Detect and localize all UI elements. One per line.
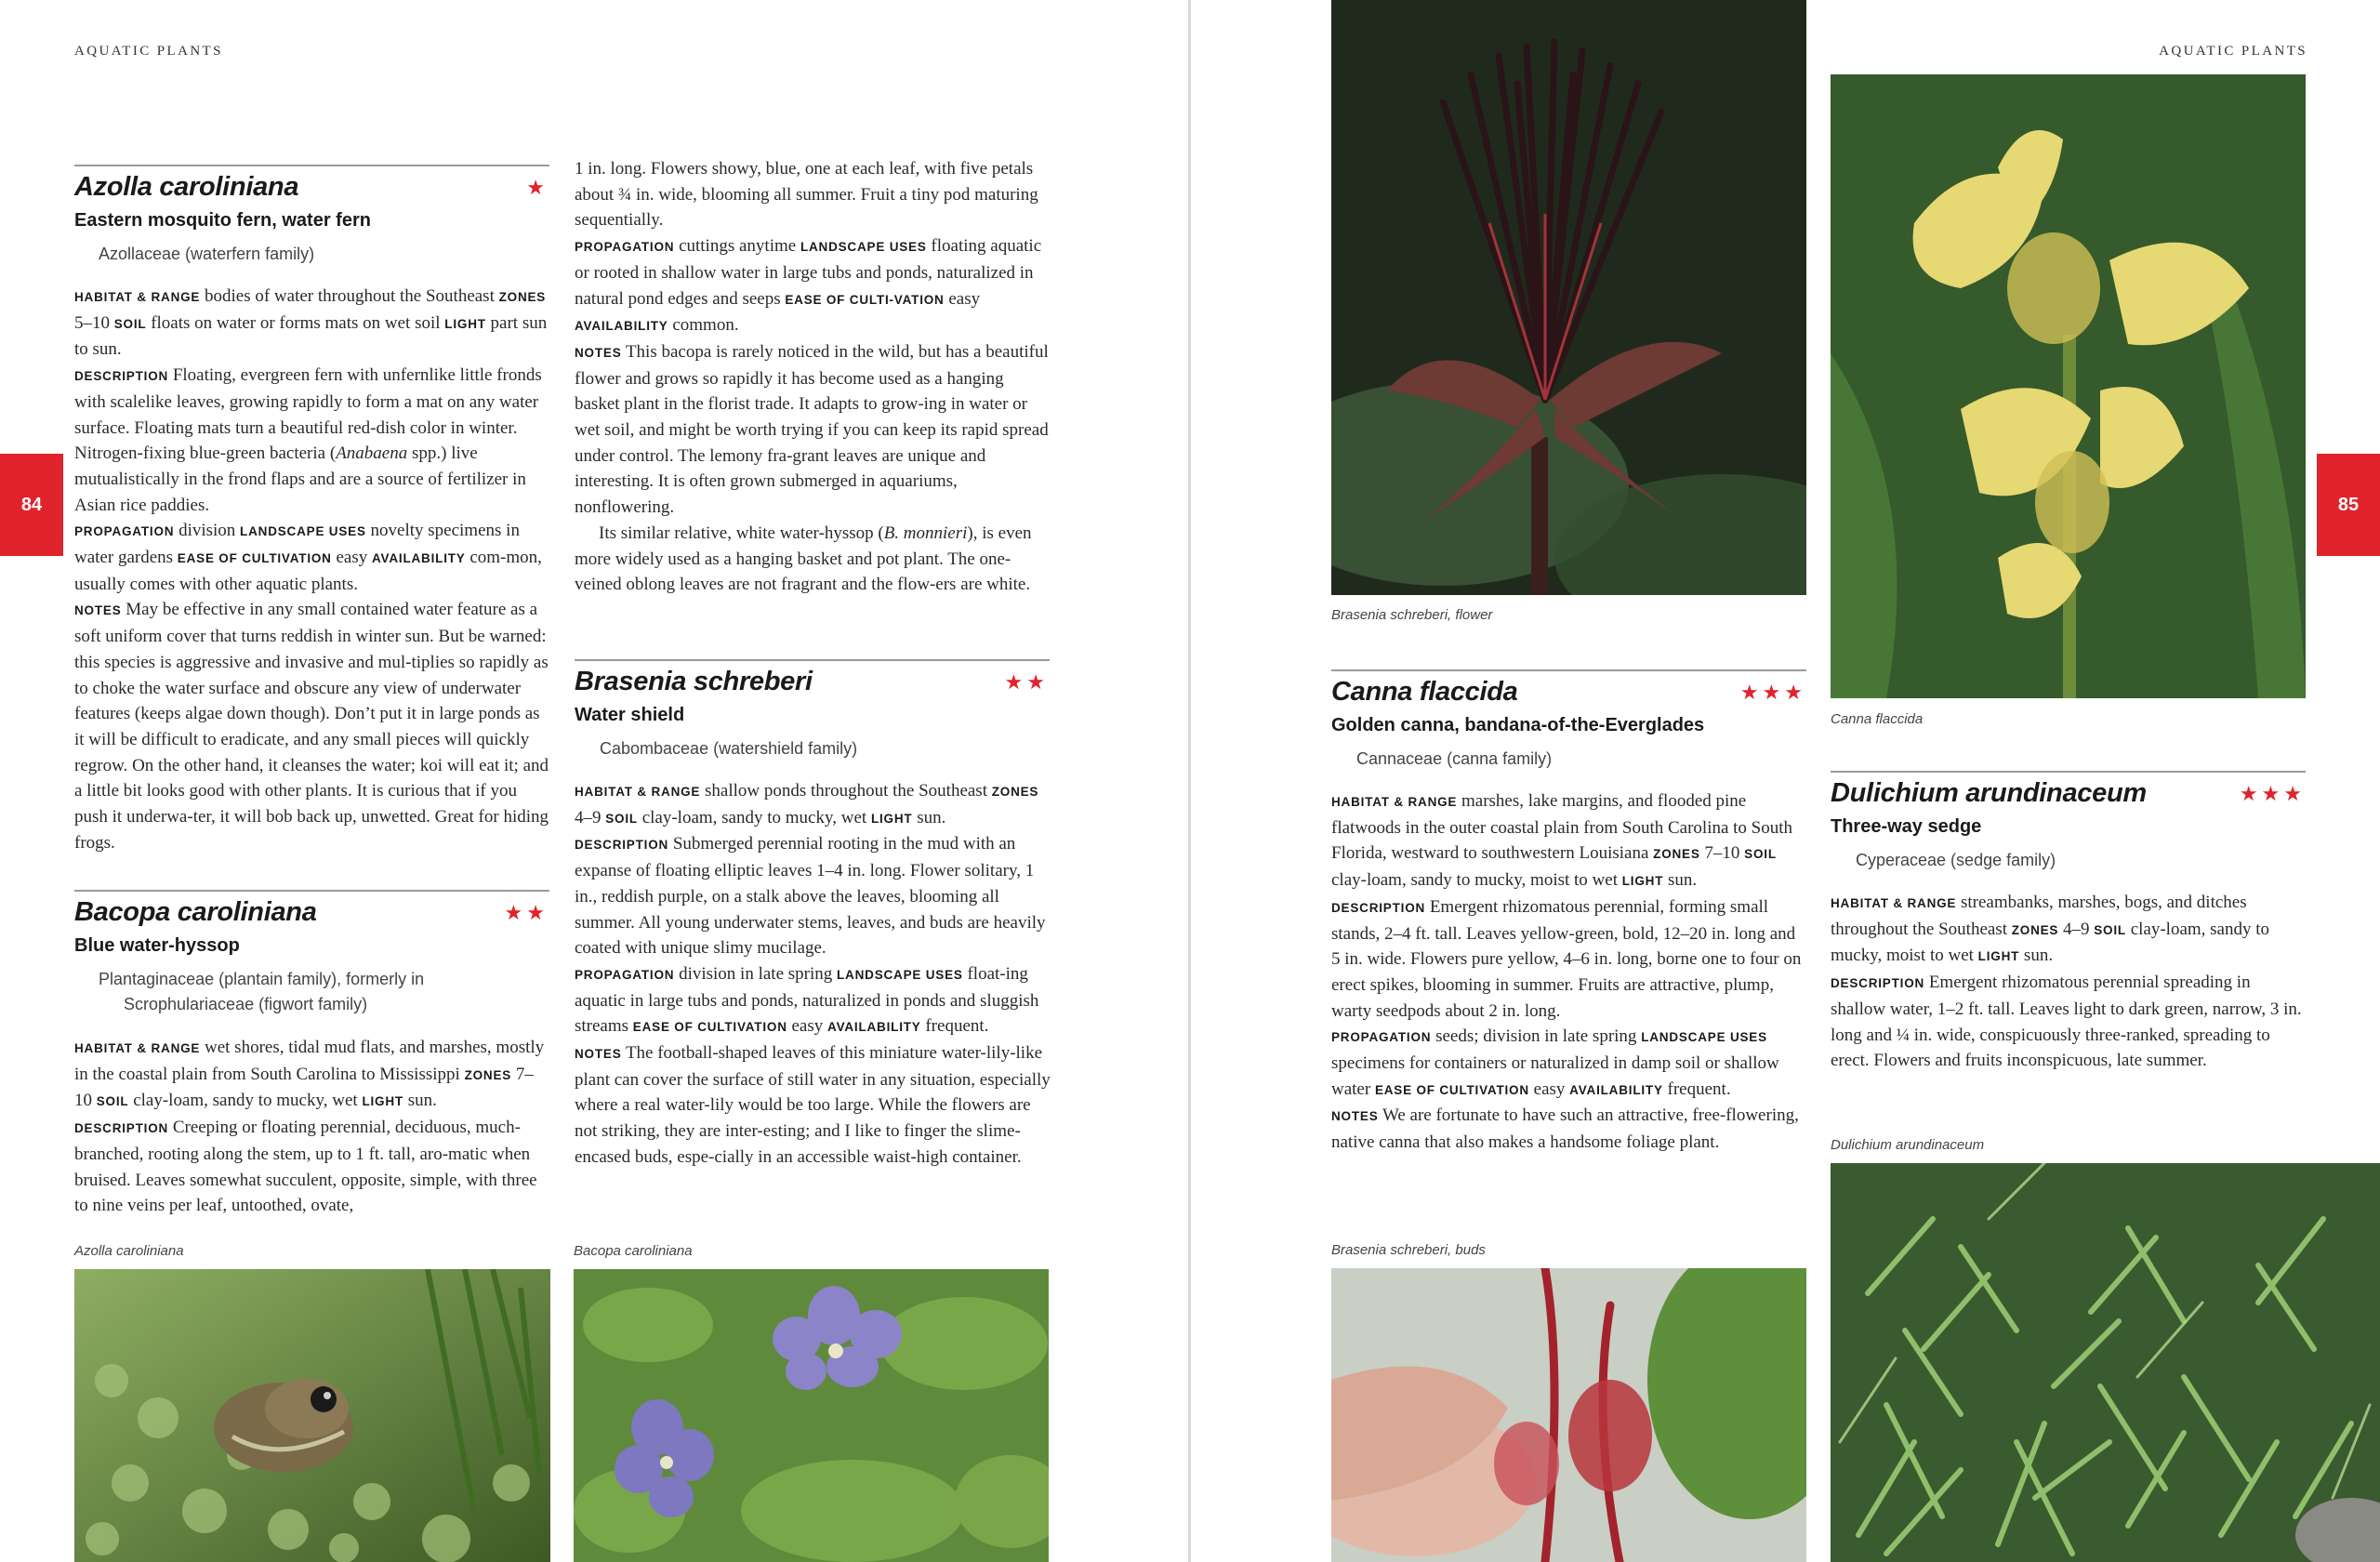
- label-propagation: PROPAGATION: [1331, 1030, 1432, 1045]
- common-name-canna: Golden canna, bandana-of-the-Everglades: [1331, 715, 1705, 735]
- common-name-dulichium: Three-way sedge: [1831, 816, 1982, 837]
- soil-text: clay-loam, sandy to mucky, moist to wet: [1831, 919, 2270, 966]
- entry-rule: [1831, 771, 2306, 773]
- landscape-text: novelty specimens in water gardens: [74, 521, 520, 568]
- family-brasenia: Cabombaceae (watershield family): [600, 739, 858, 758]
- description-text: Emergent rhizomatous perennial spreading in shallow water, 1–2 ft. tall. Leaves light to dark green, narrow, 3 in. long and ¼ in. wide, conspicuously three-ranked, spreading to erect. Flowers and fruits inconspicuous, late summer.: [1831, 973, 2302, 1071]
- ease-text: easy: [336, 548, 368, 568]
- light-text: sun.: [2023, 946, 2054, 966]
- entry-body-bacopa-cont: [575, 156, 1051, 598]
- light-text: sun.: [407, 1091, 437, 1111]
- ease-text: easy: [948, 288, 981, 309]
- caption-canna: Canna flaccida: [1831, 711, 1924, 727]
- common-name-azolla: Eastern mosquito fern, water fern: [74, 210, 371, 231]
- propagation-text: cuttings anytime: [679, 236, 797, 257]
- label-ease: EASE OF CULTIVATION: [632, 1020, 787, 1035]
- entry-title-azolla: Azolla caroliniana: [74, 172, 299, 202]
- description-text-cont: spp.) live mutualistically in the frond flaps and are a source of fertilizer in Asian rice paddies.: [74, 443, 526, 515]
- family-canna: Cannaceae (canna family): [1356, 749, 1553, 768]
- light-text: part sun to sun.: [74, 312, 548, 360]
- photo-dulichium: [1831, 1163, 2380, 1562]
- label-zones: ZONES: [464, 1067, 512, 1082]
- entry-rule: [575, 659, 1050, 661]
- entry-rule: [74, 890, 549, 892]
- label-notes: NOTES: [74, 603, 122, 618]
- label-availability: AVAILABILITY: [372, 551, 466, 566]
- soil-text: clay-loam, sandy to mucky, moist to wet: [1331, 870, 1618, 891]
- photo-azolla-frog: [74, 1269, 550, 1562]
- label-description: DESCRIPTION: [1831, 976, 1925, 991]
- label-description: DESCRIPTION: [74, 369, 169, 384]
- entry-title-bacopa: Bacopa caroliniana: [74, 897, 317, 927]
- rating-stars-brasenia: ★★: [1004, 671, 1049, 695]
- label-zones: ZONES: [2011, 922, 2059, 937]
- label-notes: NOTES: [575, 1047, 622, 1062]
- light-text: sun.: [1668, 870, 1698, 891]
- soil-text: clay-loam, sandy to mucky, wet: [133, 1091, 358, 1111]
- rating-stars-bacopa: ★★: [504, 902, 549, 925]
- habitat-text: streambanks, marshes, bogs, and ditches throughout the Southeast: [1831, 893, 2247, 939]
- running-head-left: AQUATIC PLANTS: [74, 44, 223, 59]
- description-text: Floating, evergreen fern with unfernlike little fronds with scalelike leaves, growing rapidly to form a mat on any water surface. Floating mats turn a beautiful red-dish color in winter. Nitrogen-fixing blue-green bacteria (: [74, 365, 542, 464]
- zones-text: 4–9: [2063, 919, 2090, 939]
- notes-text: The football-shaped leaves of this miniature water-lily-like plant can cover the surface of still water in any situation, especially where a real water-lily would be too large. While the flowers are not striking, they are inter-esting; and I like to finger the slime-encased buds, espe-cially in an accessible waist-high container.: [575, 1043, 1051, 1167]
- entry-body-brasenia: [575, 778, 1051, 1171]
- label-habitat: HABITAT & RANGE: [1831, 896, 1957, 910]
- light-text: sun.: [917, 807, 946, 827]
- description-text: Submerged perennial rooting in the mud with an expanse of floating elliptic leaves 1–4 in. long. Flower solitary, 1 in., reddish purple, on a stalk above the leaves, blooming all summer. All young underwater stems, leaves, and buds are heavily coated with unique slimy mucilage.: [575, 834, 1046, 959]
- running-head-right: AQUATIC PLANTS: [2159, 44, 2307, 59]
- landscape-text: specimens for containers or naturalized in damp soil or shallow water: [1331, 1053, 1779, 1099]
- caption-brasenia-buds: Brasenia schreberi, buds: [1331, 1242, 1486, 1258]
- photo-canna: [1831, 74, 2306, 698]
- soil-text: clay-loam, sandy to mucky, wet: [641, 807, 867, 827]
- label-light: LIGHT: [444, 316, 486, 331]
- ease-text: easy: [1533, 1079, 1566, 1099]
- entry-rule: [74, 165, 549, 166]
- entry-body-dulichium: [1831, 890, 2307, 1074]
- family-azolla: Azollaceae (waterfern family): [99, 245, 315, 263]
- availability-text: com-mon, usually comes with other aquatic plants.: [74, 548, 542, 594]
- notes-italic: B. monnieri: [883, 523, 968, 543]
- notes-text-end: ), is even more widely used as a hanging basket and pot plant. The one-veined oblong leaves are not fragrant and the flow-ers are white.: [575, 523, 1032, 595]
- label-habitat: HABITAT & RANGE: [1331, 795, 1458, 809]
- page-number-right: 85: [2317, 454, 2380, 556]
- family-dulichium: Cyperaceae (sedge family): [1856, 851, 2056, 869]
- label-habitat: HABITAT & RANGE: [74, 290, 201, 304]
- label-light: LIGHT: [1621, 874, 1664, 889]
- notes-text-cont: Its similar relative, white water-hyssop (: [599, 523, 884, 543]
- entry-title-brasenia: Brasenia schreberi: [575, 667, 813, 696]
- label-landscape: LANDSCAPE USES: [800, 240, 927, 255]
- rating-stars-canna: ★★★: [1739, 682, 1806, 705]
- label-ease: EASE OF CULTI-VATION: [785, 292, 945, 307]
- habitat-text: bodies of water throughout the Southeast: [205, 286, 495, 306]
- label-zones: ZONES: [1653, 847, 1700, 862]
- ease-text: easy: [791, 1016, 824, 1037]
- common-name-brasenia: Water shield: [575, 705, 685, 725]
- habitat-text: marshes, lake margins, and flooded pine flatwoods in the outer coastal plain from South Carolina to South Florida, westward to southwestern Louisiana: [1331, 791, 1793, 864]
- label-notes: NOTES: [575, 345, 622, 360]
- entry-body-canna: [1331, 788, 1807, 1156]
- notes-text: May be effective in any small contained water feature as a soft uniform cover that turns reddish in winter sun. But be warned: this species is aggressive and invasive and mul-tiplies so rapidly as to choke the water surface and obscure any view of underwater features (keeps algae down though). Don’t put it in large ponds as it will be difficult to eradicate, and any small pieces will quickly regrow. On the other hand, it cleanses the water; koi will eat it; and a little bit looks good with other plants. It is curious that if you push it underwa-ter, it will bob back up, unwetted. Great for hiding frogs.: [74, 600, 549, 853]
- propagation-text: seeds; division in late spring: [1435, 1026, 1637, 1047]
- caption-bacopa: Bacopa caroliniana: [574, 1243, 693, 1259]
- zones-text: 7–10: [74, 1064, 534, 1111]
- label-description: DESCRIPTION: [74, 1121, 169, 1136]
- label-soil: SOIL: [113, 316, 147, 331]
- notes-text: This bacopa is rarely noticed in the wild, but has a beautiful flower and grows so rapidly it has become used as a hanging basket plant in the florist trade. It adapts to grow-ing in water or wet soil, and might be worth trying if you can keep its rapid spread under control. The lemony fra-grant leaves are unique and interesting. It is often grown submerged in aquariums, nonflowering.: [575, 341, 1049, 518]
- availability-text: common.: [672, 315, 739, 336]
- label-propagation: PROPAGATION: [575, 240, 675, 255]
- label-propagation: PROPAGATION: [575, 967, 675, 982]
- label-availability: AVAILABILITY: [827, 1020, 921, 1035]
- label-light: LIGHT: [870, 811, 913, 826]
- label-habitat: HABITAT & RANGE: [74, 1041, 201, 1055]
- label-availability: AVAILABILITY: [575, 319, 668, 334]
- description-text: Emergent rhizomatous perennial, forming small stands, 2–4 ft. tall. Leaves yellow-green, bold, 12–20 in. long and 5 in. wide. Flowers pure yellow, 4–6 in. long, borne one to four on erect spikes, blooming in summer. Fruits are attractive, plump, warty seedpods about 2 in. long.: [1331, 896, 1802, 1021]
- zones-text: 7–10: [1704, 843, 1740, 864]
- photo-brasenia-buds: [1331, 1268, 1806, 1562]
- label-zones: ZONES: [498, 290, 547, 304]
- label-soil: SOIL: [1744, 847, 1777, 862]
- label-soil: SOIL: [96, 1094, 129, 1109]
- common-name-bacopa: Blue water-hyssop: [74, 935, 240, 956]
- label-description: DESCRIPTION: [1331, 900, 1426, 915]
- label-landscape: LANDSCAPE USES: [1641, 1030, 1767, 1045]
- landscape-text: float-ing aquatic in large tubs and ponds, naturalized in ponds and sluggish streams: [575, 963, 1039, 1037]
- caption-dulichium: Dulichium arundinaceum: [1831, 1137, 1985, 1153]
- entry-body-bacopa: [74, 1035, 550, 1219]
- entry-body-azolla: [74, 284, 550, 855]
- label-landscape: LANDSCAPE USES: [240, 524, 366, 539]
- label-notes: NOTES: [1331, 1109, 1379, 1124]
- rating-stars-azolla: ★: [526, 177, 549, 200]
- label-propagation: PROPAGATION: [74, 524, 175, 539]
- label-light: LIGHT: [1977, 949, 2020, 964]
- description-text: Creeping or floating perennial, deciduous, much-branched, rooting along the stem, up to 1 ft. tall, aro-matic when bruised. Leaves somewhat succulent, opposite, simple, with three to nine veins per leaf, untoothed, ovate,: [74, 1118, 537, 1216]
- label-light: LIGHT: [362, 1094, 403, 1109]
- landscape-text: floating aquatic or rooted in shallow water in large tubs and ponds, naturalized in natural pond edges and seeps: [575, 236, 1042, 309]
- photo-brasenia-flower: [1331, 0, 1806, 595]
- habitat-text: wet shores, tidal mud flats, and marshes, mostly in the coastal plain from South Carolina to Mississippi: [74, 1038, 545, 1084]
- description-italic: Anabaena: [336, 443, 408, 464]
- availability-text: frequent.: [925, 1016, 989, 1037]
- habitat-text: shallow ponds throughout the Southeast: [705, 781, 987, 801]
- propagation-text: division: [178, 521, 236, 541]
- label-zones: ZONES: [991, 785, 1039, 799]
- entry-title-dulichium: Dulichium arundinaceum: [1831, 778, 2147, 808]
- entry-title-canna: Canna flaccida: [1331, 677, 1518, 707]
- rating-stars-dulichium: ★★★: [2239, 783, 2306, 806]
- zones-text: 4–9: [575, 807, 602, 827]
- label-landscape: LANDSCAPE USES: [837, 967, 963, 982]
- label-availability: AVAILABILITY: [1569, 1082, 1663, 1097]
- notes-text: We are fortunate to have such an attractive, free-flowering, native canna that also makes a handsome foliage plant.: [1331, 1105, 1799, 1153]
- entry-rule: [1331, 669, 1806, 671]
- photo-bacopa-flowers: [574, 1269, 1049, 1562]
- availability-text: frequent.: [1667, 1079, 1731, 1099]
- zones-text: 5–10: [74, 312, 110, 333]
- propagation-text: division in late spring: [679, 963, 833, 984]
- caption-azolla: Azolla caroliniana: [74, 1243, 184, 1259]
- family-bacopa: Plantaginaceae (plantain family), formerly in: [99, 970, 425, 988]
- page-number-left: 84: [0, 454, 63, 556]
- label-description: DESCRIPTION: [575, 838, 669, 853]
- label-soil: SOIL: [605, 811, 638, 826]
- label-ease: EASE OF CULTIVATION: [1374, 1082, 1529, 1097]
- description-text-cont: 1 in. long. Flowers showy, blue, one at each leaf, with five petals about ¾ in. wide, blooming all summer. Fruit a tiny pod maturing sequentially.: [575, 159, 1038, 231]
- label-habitat: HABITAT & RANGE: [575, 785, 701, 799]
- label-soil: SOIL: [2094, 922, 2126, 937]
- label-ease: EASE OF CULTIVATION: [177, 551, 332, 566]
- family-bacopa-cont: Scrophulariaceae (figwort family): [124, 995, 368, 1013]
- caption-brasenia-flower: Brasenia schreberi, flower: [1331, 607, 1493, 623]
- soil-text: floats on water or forms mats on wet soil: [151, 312, 441, 333]
